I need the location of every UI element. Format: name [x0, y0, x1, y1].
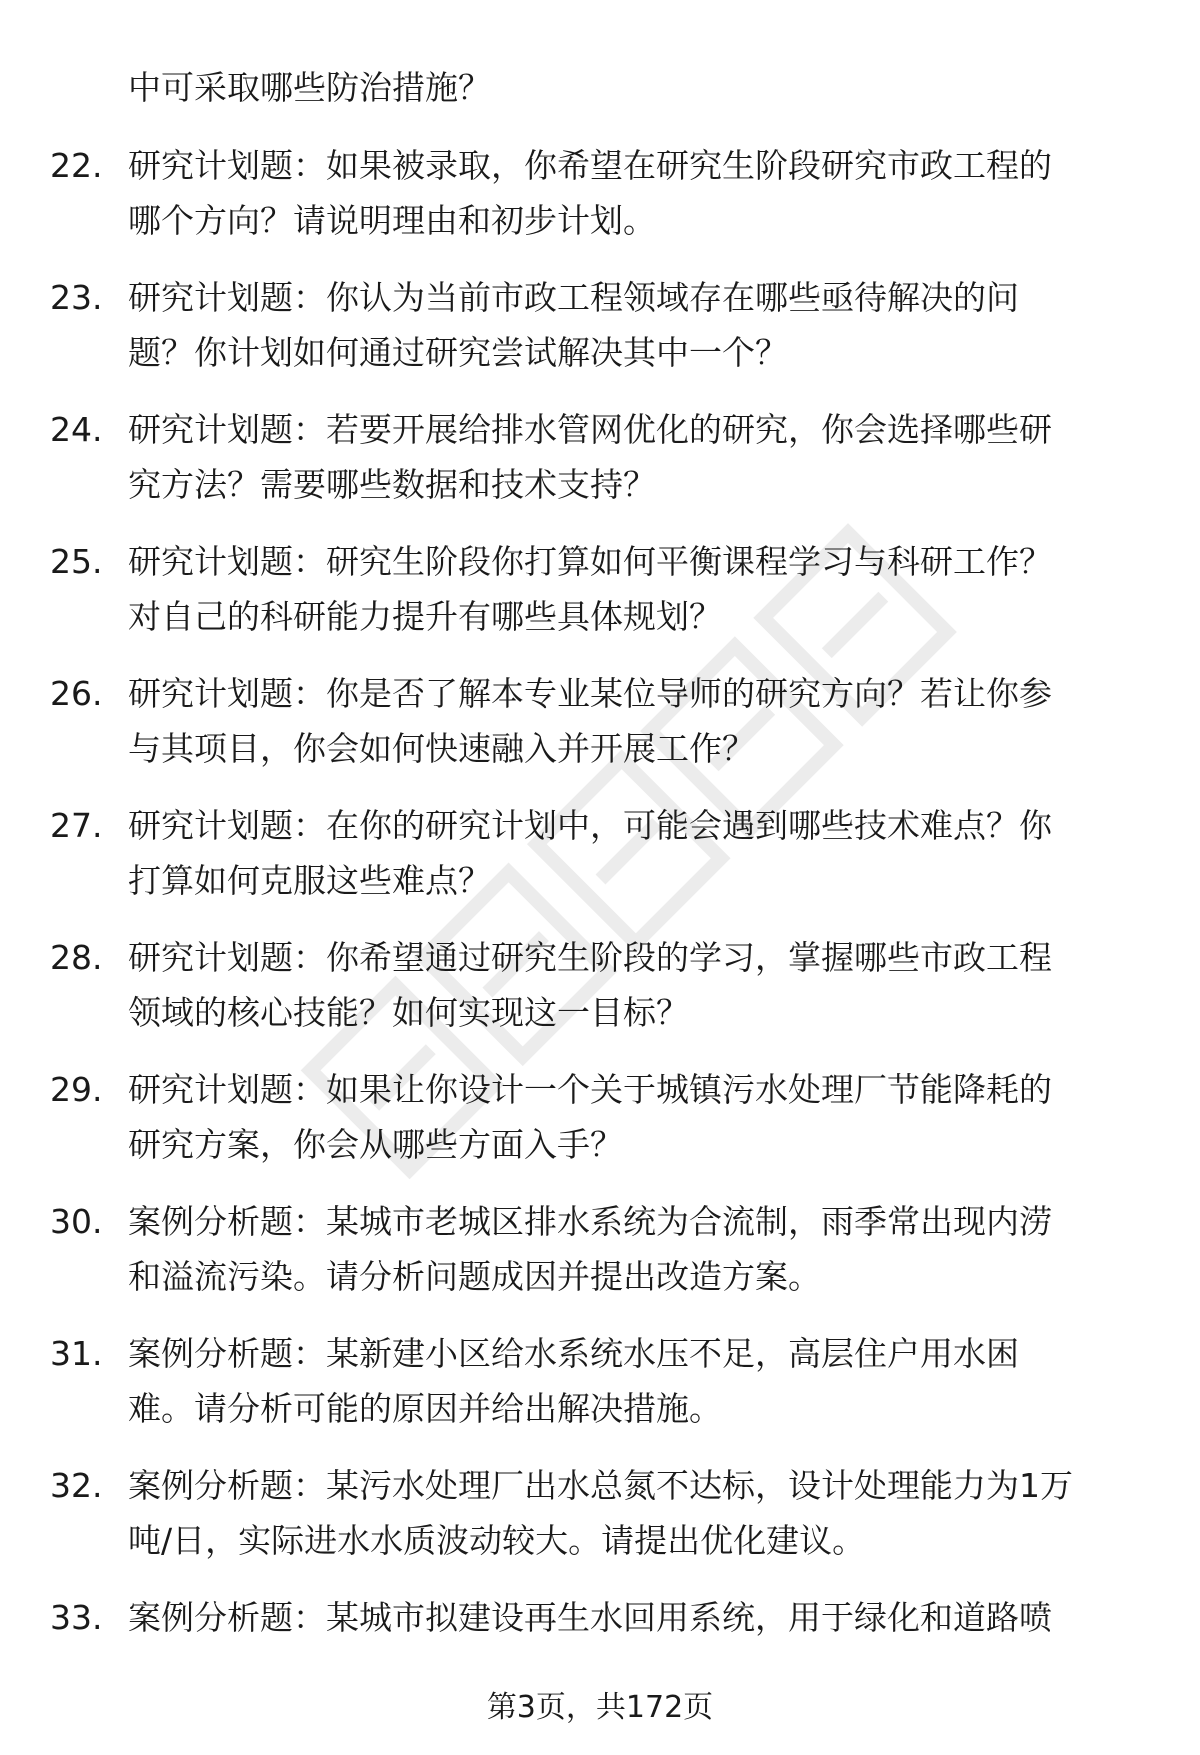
question-item	[0, 1062, 1200, 1190]
page-footer	[0, 1688, 1200, 1728]
question-text	[128, 798, 1148, 908]
continuation-text	[128, 60, 1148, 115]
question-item	[0, 798, 1200, 926]
question-line: 哪个方向？请说明理由和初步计划。	[128, 201, 656, 240]
question-item	[0, 1326, 1200, 1454]
question-number: 23.	[50, 278, 103, 317]
question-number: 26.	[50, 674, 103, 713]
question-item	[0, 402, 1200, 530]
question-line: 案例分析题：某新建小区给水系统水压不足，高层住户用水困	[128, 1334, 1019, 1373]
question-text	[128, 402, 1148, 512]
page-number: 第3页，共172页	[486, 1690, 714, 1725]
question-item	[0, 138, 1200, 266]
question-text	[128, 138, 1148, 248]
question-line: 题？你计划如何通过研究尝试解决其中一个？	[128, 333, 788, 372]
question-item	[0, 1194, 1200, 1322]
question-line: 和溢流污染。请分析问题成因并提出改造方案。	[128, 1257, 821, 1296]
question-text	[128, 1458, 1148, 1568]
question-item	[0, 1458, 1200, 1586]
question-line: 案例分析题：某污水处理厂出水总氮不达标，设计处理能力为1万	[128, 1466, 1073, 1505]
question-list	[0, 138, 1200, 1722]
question-line: 研究计划题：若要开展给排水管网优化的研究，你会选择哪些研	[128, 410, 1052, 449]
question-number: 29.	[50, 1070, 103, 1109]
question-line: 研究计划题：在你的研究计划中，可能会遇到哪些技术难点？你	[128, 806, 1052, 845]
question-number: 28.	[50, 938, 103, 977]
question-text	[128, 534, 1148, 644]
question-number: 33.	[50, 1598, 103, 1637]
question-text	[128, 1194, 1148, 1304]
question-number: 31.	[50, 1334, 103, 1373]
question-number: 24.	[50, 410, 103, 449]
question-line: 对自己的科研能力提升有哪些具体规划？	[128, 597, 722, 636]
question-line: 与其项目，你会如何快速融入并开展工作？	[128, 729, 755, 768]
question-text	[128, 1062, 1148, 1172]
question-line: 研究计划题：研究生阶段你打算如何平衡课程学习与科研工作？	[128, 542, 1052, 581]
question-number: 22.	[50, 146, 103, 185]
question-line: 研究计划题：你希望通过研究生阶段的学习，掌握哪些市政工程	[128, 938, 1052, 977]
question-line: 研究计划题：如果让你设计一个关于城镇污水处理厂节能降耗的	[128, 1070, 1052, 1109]
question-text	[128, 666, 1148, 776]
question-line: 吨/日，实际进水水质波动较大。请提出优化建议。	[128, 1521, 866, 1560]
question-line: 难。请分析可能的原因并给出解决措施。	[128, 1389, 722, 1428]
continuation-line: 中可采取哪些防治措施？	[128, 68, 491, 107]
question-line: 研究方案，你会从哪些方面入手？	[128, 1125, 623, 1164]
question-text	[128, 1590, 1148, 1645]
question-item	[0, 666, 1200, 794]
question-number: 27.	[50, 806, 103, 845]
question-line: 研究计划题：你认为当前市政工程领域存在哪些亟待解决的问	[128, 278, 1019, 317]
question-line: 研究计划题：你是否了解本专业某位导师的研究方向？若让你参	[128, 674, 1052, 713]
question-line: 研究计划题：如果被录取，你希望在研究生阶段研究市政工程的	[128, 146, 1052, 185]
question-line: 究方法？需要哪些数据和技术支持？	[128, 465, 656, 504]
question-line: 打算如何克服这些难点？	[128, 861, 491, 900]
question-number: 32.	[50, 1466, 103, 1505]
question-line: 案例分析题：某城市老城区排水系统为合流制，雨季常出现内涝	[128, 1202, 1052, 1241]
question-line: 领域的核心技能？如何实现这一目标？	[128, 993, 689, 1032]
question-line: 案例分析题：某城市拟建设再生水回用系统，用于绿化和道路喷	[128, 1598, 1052, 1637]
question-text	[128, 270, 1148, 380]
question-text	[128, 1326, 1148, 1436]
question-number: 25.	[50, 542, 103, 581]
question-item	[0, 534, 1200, 662]
question-item	[0, 930, 1200, 1058]
question-item	[0, 270, 1200, 398]
question-text	[128, 930, 1148, 1040]
question-number: 30.	[50, 1202, 103, 1241]
